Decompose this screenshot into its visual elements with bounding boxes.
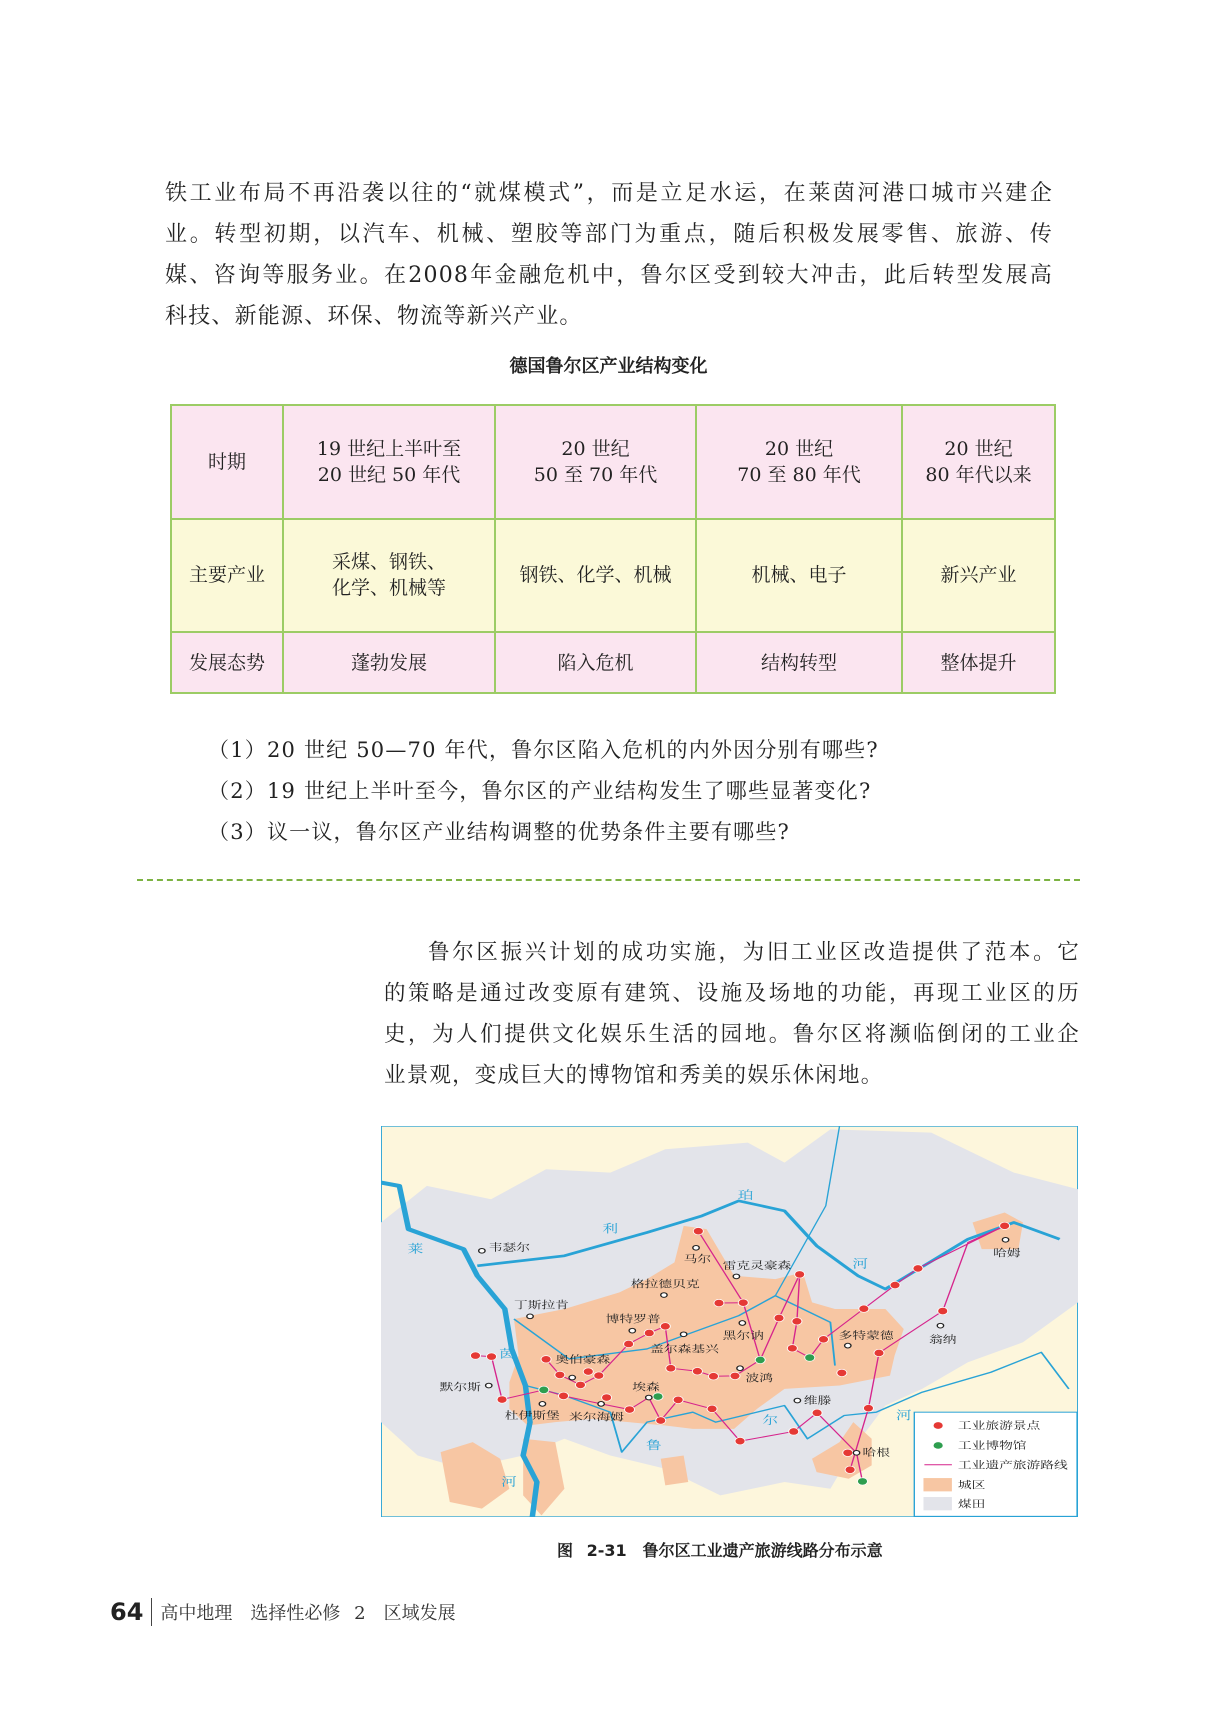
cell-line: 新兴产业 bbox=[940, 564, 1017, 587]
industrial-site-marker bbox=[818, 1336, 828, 1343]
industrial-site-marker bbox=[624, 1340, 634, 1347]
paragraph-line: 史，为人们提供文化娱乐生活的园地。鲁尔区将濒临倒闭的工业企 bbox=[384, 1022, 1080, 1047]
industrial-site-marker bbox=[470, 1352, 480, 1359]
table-cell bbox=[696, 632, 902, 693]
city-label: 博特罗普 bbox=[605, 1313, 661, 1325]
industrial-site-marker bbox=[558, 1392, 568, 1399]
paragraph-line: 铁工业布局不再沿袭以往的“就煤模式”，而是立足水运，在莱茵河港口城市兴建企 bbox=[165, 181, 1053, 206]
industrial-site-marker bbox=[666, 1365, 676, 1372]
paragraph-line: 业。转型初期，以汽车、机械、塑胶等部门为重点，随后积极发展零售、旅游、传 bbox=[165, 222, 1053, 247]
industrial-site-marker bbox=[486, 1353, 496, 1360]
industrial-site-marker bbox=[812, 1409, 822, 1416]
cell-line: 蓬勃发展 bbox=[350, 651, 427, 674]
table-cell bbox=[283, 405, 495, 519]
city-dot bbox=[853, 1450, 859, 1455]
industrial-site-marker bbox=[843, 1449, 853, 1456]
city-label: 韦瑟尔 bbox=[488, 1241, 530, 1254]
table-cell bbox=[495, 632, 696, 693]
city-dot bbox=[486, 1383, 492, 1388]
cell-line: 整体提升 bbox=[940, 651, 1017, 674]
city-label: 哈姆 bbox=[993, 1247, 1021, 1259]
museum-icon bbox=[933, 1442, 943, 1449]
industrial-site-marker bbox=[730, 1372, 740, 1379]
city-label: 丁斯拉肯 bbox=[513, 1299, 569, 1311]
row-header: 主要产业 bbox=[171, 519, 283, 633]
cell-line: 20 世纪 bbox=[561, 437, 630, 460]
legend-label: 城区 bbox=[957, 1479, 986, 1491]
cell-line: 20 世纪 bbox=[944, 437, 1013, 460]
river-label: 河 bbox=[895, 1408, 912, 1423]
city-dot bbox=[479, 1248, 485, 1253]
industrial-site-marker bbox=[913, 1265, 923, 1272]
industrial-site-marker bbox=[795, 1271, 805, 1278]
industrial-site-marker bbox=[714, 1299, 724, 1306]
site-icon bbox=[933, 1422, 943, 1429]
river-label: 河 bbox=[852, 1257, 868, 1271]
museum-marker bbox=[755, 1356, 765, 1363]
city-label: 杜伊斯堡 bbox=[504, 1409, 560, 1422]
industrial-site-marker bbox=[673, 1396, 683, 1403]
table-cell bbox=[283, 632, 495, 693]
city-dot bbox=[527, 1314, 533, 1319]
industrial-site-marker bbox=[660, 1323, 670, 1330]
industrial-site-marker bbox=[555, 1371, 565, 1378]
river-label: 河 bbox=[501, 1475, 517, 1489]
city-dot bbox=[598, 1402, 604, 1407]
table-cell bbox=[902, 405, 1055, 519]
industrial-site-marker bbox=[845, 1466, 855, 1473]
river-label: 尔 bbox=[762, 1413, 779, 1428]
cell-line: 19 世纪上半叶至 bbox=[316, 437, 462, 460]
city-label: 米尔海姆 bbox=[569, 1411, 624, 1423]
industry-structure-table bbox=[170, 404, 1056, 694]
museum-marker bbox=[857, 1478, 867, 1485]
city-dot bbox=[680, 1332, 686, 1337]
city-dot bbox=[845, 1343, 851, 1348]
industrial-site-marker bbox=[874, 1349, 884, 1356]
city-dot bbox=[794, 1398, 800, 1403]
cell-line: 70 至 80 年代 bbox=[737, 463, 861, 486]
city-dot bbox=[629, 1328, 635, 1333]
industrial-site-marker bbox=[938, 1307, 948, 1314]
industrial-site-marker bbox=[1000, 1222, 1010, 1229]
museum-marker bbox=[653, 1393, 663, 1400]
table-cell bbox=[283, 519, 495, 633]
city-label: 波鸿 bbox=[745, 1372, 774, 1385]
city-dot bbox=[646, 1395, 652, 1400]
map-legend bbox=[914, 1412, 1077, 1516]
ruhr-heritage-route-map bbox=[381, 1126, 1078, 1517]
paragraph-line: 媒、咨询等服务业。在2008年金融危机中，鲁尔区受到较大冲击，此后转型发展高 bbox=[165, 263, 1053, 288]
industrial-site-marker bbox=[692, 1368, 702, 1375]
industrial-site-marker bbox=[624, 1406, 634, 1413]
industrial-site-marker bbox=[644, 1329, 654, 1336]
table-title: 德国鲁尔区产业结构变化 bbox=[509, 356, 708, 377]
city-dot bbox=[693, 1245, 699, 1250]
urban-swatch bbox=[923, 1478, 951, 1491]
city-label: 哈根 bbox=[862, 1446, 890, 1459]
city-dot bbox=[737, 1366, 743, 1371]
city-label: 埃森 bbox=[632, 1381, 660, 1394]
museum-marker bbox=[805, 1354, 815, 1361]
industrial-site-marker bbox=[708, 1373, 718, 1380]
city-label: 盖尔森基兴 bbox=[650, 1343, 719, 1355]
legend-label: 工业旅游景点 bbox=[957, 1420, 1041, 1432]
question-1: （1）20 世纪 50—70 年代，鲁尔区陷入危机的内外因分别有哪些? bbox=[208, 738, 879, 762]
city-label: 雷克灵豪森 bbox=[722, 1259, 792, 1272]
table-cell bbox=[902, 632, 1055, 693]
cell-line: 化学、机械等 bbox=[331, 577, 446, 600]
industrial-site-marker bbox=[859, 1305, 869, 1312]
paragraph-line: 鲁尔区振兴计划的成功实施，为旧工业区改造提供了范本。它 bbox=[428, 940, 1080, 965]
table-cell bbox=[696, 519, 902, 633]
dashed-divider bbox=[137, 879, 1080, 881]
urban-area bbox=[661, 1455, 689, 1485]
industrial-site-marker bbox=[837, 1369, 847, 1376]
river-label: 珀 bbox=[737, 1189, 754, 1203]
river-label: 莱 bbox=[407, 1242, 424, 1256]
cell-line: 机械、电子 bbox=[751, 564, 847, 587]
industrial-site-marker bbox=[594, 1372, 604, 1379]
legend-label: 煤田 bbox=[957, 1498, 986, 1511]
city-dot bbox=[569, 1375, 575, 1380]
industrial-site-marker bbox=[497, 1396, 507, 1403]
city-label: 多特蒙德 bbox=[838, 1329, 894, 1342]
legend-label: 工业博物馆 bbox=[957, 1439, 1027, 1452]
industrial-site-marker bbox=[787, 1345, 797, 1352]
page-footer bbox=[110, 1598, 456, 1626]
question-2: （2）19 世纪上半叶至今，鲁尔区的产业结构发生了哪些显著变化? bbox=[208, 779, 872, 803]
industrial-site-marker bbox=[863, 1405, 873, 1412]
table-row bbox=[171, 519, 1055, 633]
city-dot bbox=[539, 1402, 545, 1407]
river-label: 鲁 bbox=[646, 1438, 662, 1453]
industrial-site-marker bbox=[792, 1318, 802, 1325]
river-label: 茵 bbox=[499, 1347, 515, 1361]
coalfield-swatch bbox=[923, 1497, 951, 1510]
river-label: 利 bbox=[602, 1222, 619, 1236]
city-dot bbox=[739, 1321, 745, 1326]
city-dot bbox=[937, 1323, 943, 1328]
paragraph-line: 科技、新能源、环保、物流等新兴产业。 bbox=[165, 304, 583, 329]
cell-line: 钢铁、化学、机械 bbox=[519, 564, 672, 587]
cell-line: 采煤、钢铁、 bbox=[331, 551, 446, 574]
cell-line: 结构转型 bbox=[760, 651, 837, 674]
industrial-site-marker bbox=[575, 1381, 585, 1388]
industrial-site-marker bbox=[602, 1394, 612, 1401]
industrial-site-marker bbox=[735, 1437, 745, 1444]
cell-line: 50 至 70 年代 bbox=[533, 463, 658, 486]
industrial-site-marker bbox=[738, 1299, 748, 1306]
city-dot bbox=[1002, 1237, 1008, 1242]
page-number: 64 bbox=[110, 1598, 144, 1626]
city-label: 马尔 bbox=[683, 1253, 712, 1265]
city-label: 翁纳 bbox=[928, 1333, 957, 1346]
city-dot bbox=[661, 1293, 667, 1298]
table-row bbox=[171, 632, 1055, 693]
paragraph-line: 的策略是通过改变原有建筑、设施及场地的功能，再现工业区的历 bbox=[384, 981, 1080, 1006]
legend-label: 工业遗产旅游路线 bbox=[957, 1459, 1068, 1471]
industrial-site-marker bbox=[541, 1356, 551, 1363]
city-label: 黑尔讷 bbox=[722, 1329, 764, 1342]
table-cell bbox=[495, 405, 696, 519]
industrial-site-marker bbox=[693, 1227, 703, 1234]
cell-line: 陷入危机 bbox=[557, 651, 634, 674]
city-label: 格拉德贝克 bbox=[630, 1278, 700, 1290]
paragraph-line: 业景观，变成巨大的博物馆和秀美的娱乐休闲地。 bbox=[384, 1063, 884, 1088]
footer-divider bbox=[151, 1598, 152, 1626]
table-cell bbox=[696, 405, 902, 519]
city-label: 默尔斯 bbox=[439, 1381, 481, 1394]
city-label: 奥伯豪森 bbox=[555, 1353, 611, 1366]
cell-line: 20 世纪 bbox=[764, 437, 834, 460]
cell-line: 80 年代以来 bbox=[925, 463, 1032, 486]
cell-line: 20 世纪 50 年代 bbox=[317, 463, 461, 486]
museum-marker bbox=[539, 1386, 549, 1393]
figure-caption: 图 2-31 鲁尔区工业遗产旅游线路分布示意 bbox=[557, 1541, 883, 1560]
industrial-site-marker bbox=[789, 1428, 799, 1435]
industrial-site-marker bbox=[707, 1405, 717, 1412]
industrial-site-marker bbox=[656, 1417, 666, 1424]
book-title: 高中地理 选择性必修 2 区域发展 bbox=[160, 1603, 456, 1624]
city-dot bbox=[733, 1274, 739, 1279]
city-label: 维滕 bbox=[803, 1394, 832, 1407]
industrial-site-marker bbox=[583, 1368, 593, 1375]
industrial-site-marker bbox=[774, 1314, 784, 1321]
table-cell bbox=[495, 519, 696, 633]
table-cell bbox=[902, 519, 1055, 633]
table-row bbox=[171, 405, 1055, 519]
row-header: 发展态势 bbox=[171, 632, 283, 693]
row-header: 时期 bbox=[171, 405, 283, 519]
question-3: （3）议一议，鲁尔区产业结构调整的优势条件主要有哪些? bbox=[208, 820, 791, 844]
industrial-site-marker bbox=[890, 1281, 900, 1288]
